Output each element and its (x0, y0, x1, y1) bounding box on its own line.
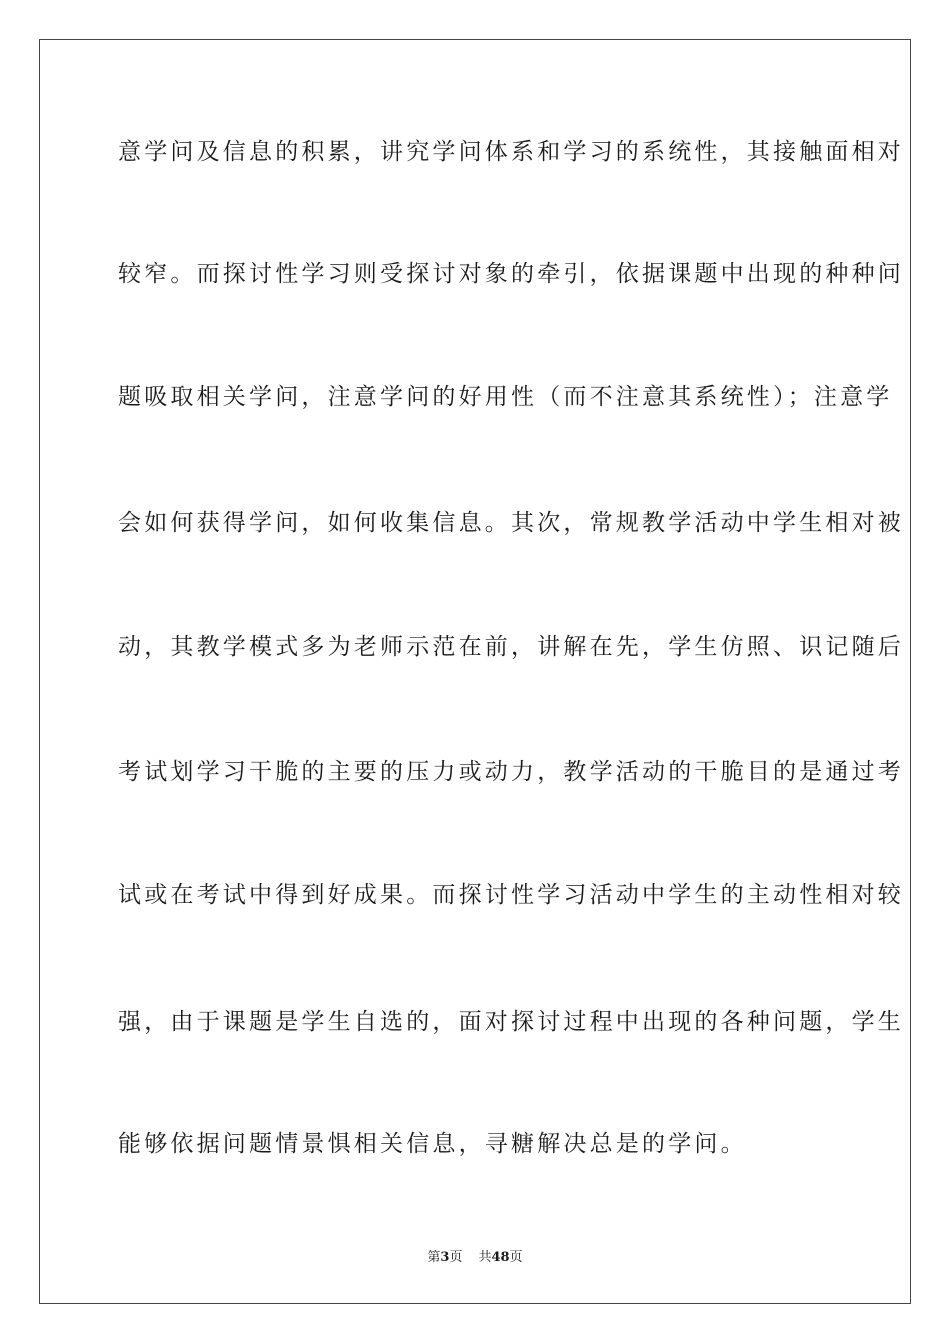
page-footer (0, 1246, 950, 1265)
page-border (39, 39, 911, 1304)
paragraph-line: 题吸取相关学问，注意学问的好用性（而不注意其系统性）；注意学 (118, 384, 893, 410)
paragraph-line: 考试划学习干脆的主要的压力或动力，教学活动的干脆目的是通过考 (118, 759, 904, 785)
page-prefix: 第 (427, 1250, 441, 1265)
page-number: 3 (440, 1250, 450, 1265)
total-pages: 48 (491, 1250, 510, 1265)
paragraph-line: 意学问及信息的积累，讲究学问体系和学习的系统性，其接触面相对 (118, 139, 904, 165)
total-prefix: 共 (478, 1250, 492, 1265)
paragraph-line: 较窄。而探讨性学习则受探讨对象的牵引，依据课题中出现的种种问 (118, 261, 904, 287)
paragraph-line: 能够依据问题情景惧相关信息，寻糖解决总是的学问。 (118, 1131, 747, 1157)
total-suffix: 页 (509, 1250, 523, 1265)
paragraph-line: 动，其教学模式多为老师示范在前，讲解在先，学生仿照、识记随后 (118, 634, 904, 660)
page-suffix: 页 (449, 1250, 463, 1265)
paragraph-line: 会如何获得学问，如何收集信息。其次，常规教学活动中学生相对被 (118, 510, 904, 536)
paragraph-line: 试或在考试中得到好成果。而探讨性学习活动中学生的主动性相对较 (118, 882, 904, 908)
paragraph-line: 强，由于课题是学生自选的，面对探讨过程中出现的各种问题，学生 (118, 1009, 904, 1035)
